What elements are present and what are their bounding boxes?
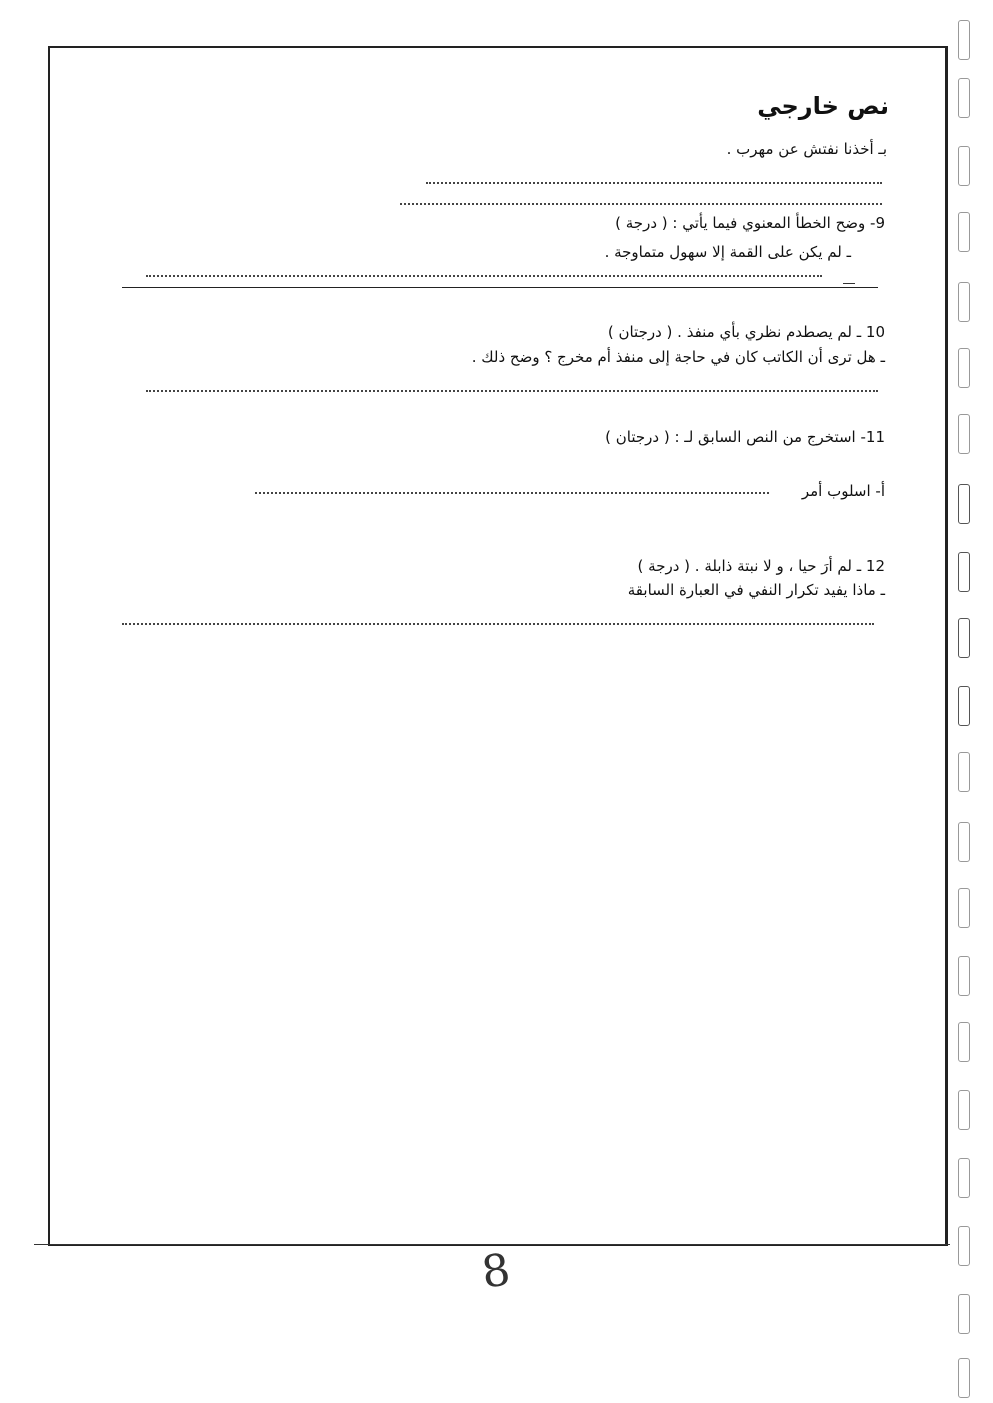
spiral-binding bbox=[954, 0, 993, 1403]
question-12-heading: 12 ـ لم أرَ حيا ، و لا نبتة ذابلة . ( درجة ) bbox=[637, 557, 885, 575]
binding-ring bbox=[958, 20, 970, 60]
binding-ring bbox=[958, 552, 970, 592]
binding-ring bbox=[958, 78, 970, 118]
binding-ring bbox=[958, 282, 970, 322]
answer-line[interactable] bbox=[400, 203, 882, 205]
binding-ring bbox=[958, 1022, 970, 1062]
binding-ring bbox=[958, 956, 970, 996]
question-10-question: ـ هل ترى أن الكاتب كان في حاجة إلى منفذ أم مخرج ؟ وضح ذلك . bbox=[471, 348, 885, 366]
binding-ring bbox=[958, 822, 970, 862]
question-9-item: ـ لم يكن على القمة إلا سهول متماوجة . bbox=[604, 243, 851, 261]
question-9-heading: 9- وضح الخطأ المعنوي فيما يأتي : ( درجة ) bbox=[615, 214, 885, 232]
binding-ring bbox=[958, 146, 970, 186]
question-10-heading: 10 ـ لم يصطدم نظري بأي منفذ . ( درجتان ) bbox=[607, 323, 885, 341]
binding-ring bbox=[958, 348, 970, 388]
question-12-question: ـ ماذا يفيد تكرار النفي في العبارة السابقة bbox=[627, 581, 885, 599]
answer-line[interactable] bbox=[255, 492, 769, 494]
answer-line[interactable] bbox=[146, 390, 878, 392]
answer-line[interactable] bbox=[426, 182, 882, 184]
binding-ring bbox=[958, 1090, 970, 1130]
binding-ring bbox=[958, 752, 970, 792]
binding-ring bbox=[958, 686, 970, 726]
binding-ring bbox=[958, 888, 970, 928]
answer-line[interactable] bbox=[122, 623, 874, 625]
section-title: نص خارجي bbox=[757, 92, 889, 120]
question-11-item: أ- اسلوب أمر bbox=[801, 482, 885, 500]
binding-ring bbox=[958, 1358, 970, 1398]
bottom-rule bbox=[34, 1244, 950, 1245]
answer-line[interactable] bbox=[146, 275, 822, 277]
binding-ring bbox=[958, 1158, 970, 1198]
binding-ring bbox=[958, 212, 970, 252]
binding-ring bbox=[958, 618, 970, 658]
binding-ring bbox=[958, 1226, 970, 1266]
question-11-heading: 11- استخرج من النص السابق لـ : ( درجتان ) bbox=[605, 428, 885, 446]
section-separator bbox=[122, 287, 878, 288]
binding-ring bbox=[958, 414, 970, 454]
page-number: 8 bbox=[478, 1244, 514, 1299]
answer-dash bbox=[843, 283, 855, 284]
binding-ring bbox=[958, 484, 970, 524]
question-8b-text: بـ أخذنا نفتش عن مهرب . bbox=[726, 140, 887, 158]
binding-ring bbox=[958, 1294, 970, 1334]
